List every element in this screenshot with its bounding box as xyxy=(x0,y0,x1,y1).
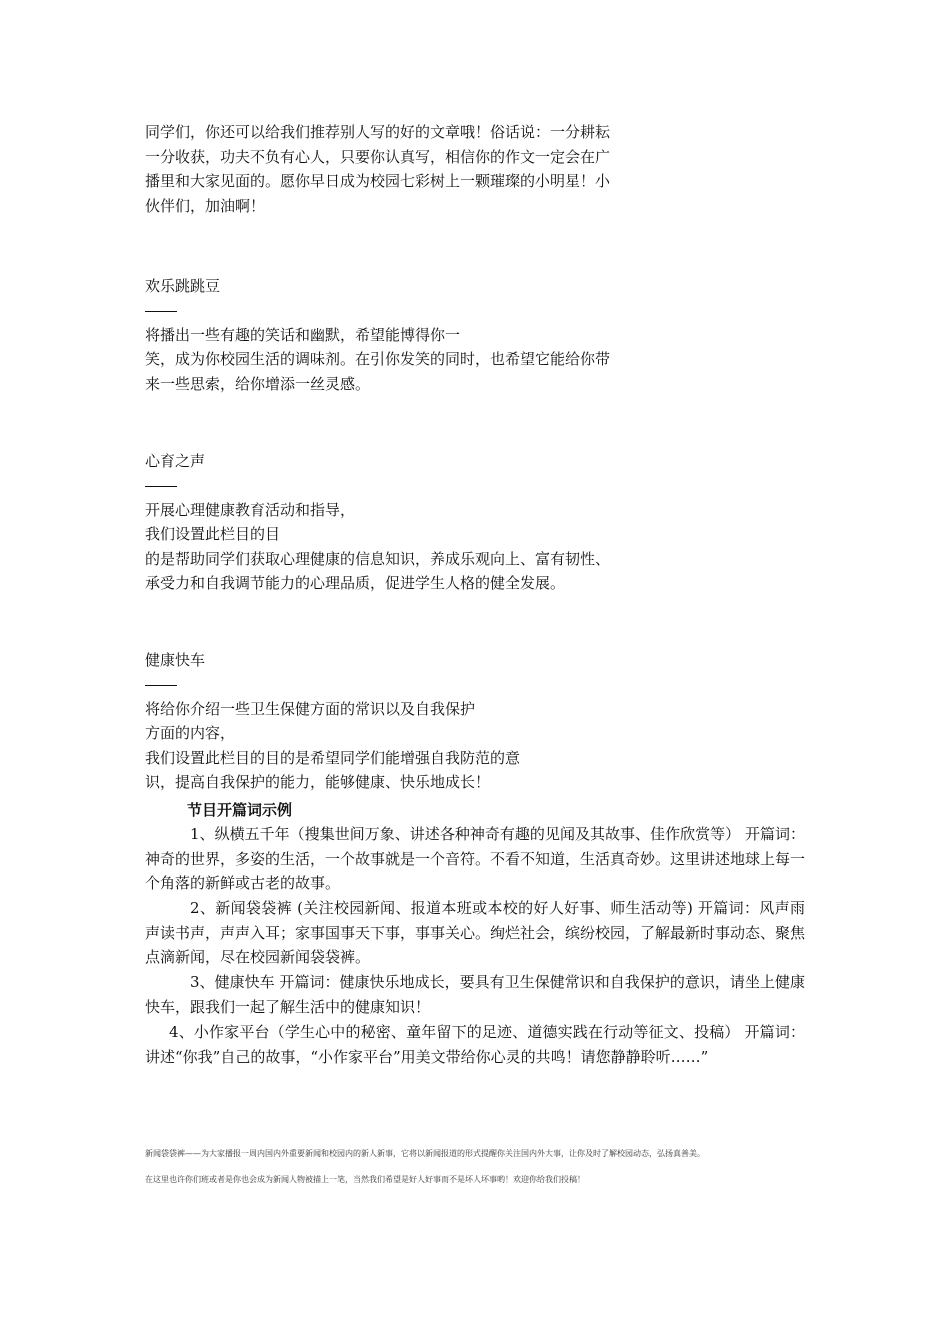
section-line: 方面的内容， xyxy=(145,724,236,742)
section-huanle xyxy=(145,274,610,396)
section-line: 承受力和自我调节能力的心理品质，促进学生人格的健全发展。 xyxy=(145,574,566,592)
intro-line: 播里和大家见面的。愿你早日成为校园七彩树上一颗璀璨的小明星！小 xyxy=(145,172,611,190)
example-item: 2、新闻袋袋裤 (关注校园新闻、报道本班或本校的好人好事、师生活动等) 开篇词：风声雨声读书声，声声入耳；家事国事天下事，事事关心。绚烂社会，缤纷校园，了解最新时事动态、聚焦点滴新闻，尽在校园新闻袋袋裤。 xyxy=(145,899,806,966)
intro-paragraph xyxy=(145,120,610,218)
section-jiankang xyxy=(145,648,520,795)
section-dash-divider xyxy=(145,311,177,312)
section-xinyu xyxy=(145,449,610,596)
intro-line: 一分收获，功夫不负有心人，只要你认真写，相信你的作文一定会在广 xyxy=(145,147,611,166)
section-title: 心育之声 xyxy=(145,452,206,470)
section-title: 欢乐跳跳豆 xyxy=(145,277,221,295)
section-line: 来一些思索，给你增添一丝灵感。 xyxy=(145,374,371,393)
examples-heading: 节目开篇词示例 xyxy=(187,801,293,819)
section-line: 我们设置此栏目的目 xyxy=(145,525,281,543)
example-item: 4、小作家平台（学生心中的秘密、童年留下的足迹、道德实践在行动等征文、投稿） 开篇词：讲述“你我”自己的故事，“小作家平台”用美文带给你心灵的共鸣！请您静静聆听……” xyxy=(145,1023,805,1066)
section-title: 健康快车 xyxy=(145,651,206,669)
intro-line: 伙伴们，加油啊！ xyxy=(145,196,266,215)
section-line: 开展心理健康教育活动和指导， xyxy=(145,500,356,519)
section-line: 将播出一些有趣的笑话和幽默，希望能博得你一 xyxy=(145,325,461,344)
section-line: 将给你介绍一些卫生保健方面的常识以及自我保护 xyxy=(145,699,476,718)
example-item: 1、纵横五千年（搜集世间万象、讲述各种神奇有趣的见闻及其故事、佳作欣赏等） 开篇词：神奇的世界，多姿的生活，一个故事就是一个音符。不看不知道，生活真奇妙。这里讲述地球上每一个角落的新鲜或古老的故事。 xyxy=(145,825,806,892)
section-dash-divider xyxy=(145,685,177,686)
intro-line: 同学们，你还可以给我们推荐别人写的好的文章哦！俗话说：一分耕耘 xyxy=(145,123,611,141)
section-line: 笑，成为你校园生活的调味剂。在引你发笑的同时，也希望它能给你带 xyxy=(145,350,611,368)
footer-note: 在这里也许你们班或者是你也会成为新闻人物被描上一笔，当然我们希望是好人好事而不是坏人坏事哟！欢迎你给我们投稿！ xyxy=(145,1175,585,1184)
example-item: 3、健康快车 开篇词：健康快乐地成长，要具有卫生保健常识和自我保护的意识，请坐上健康快车，跟我们一起了解生活中的健康知识！ xyxy=(145,973,805,1016)
section-line: 我们设置此栏目的目的是希望同学们能增强自我防范的意 xyxy=(145,748,521,767)
section-dash-divider xyxy=(145,486,177,487)
section-line: 的是帮助同学们获取心理健康的信息知识，养成乐观向上、富有韧性、 xyxy=(145,549,611,568)
section-line: 识，提高自我保护的能力，能够健康、快乐地成长！ xyxy=(145,773,491,791)
footer-note: 新闻袋袋裤——为大家播报一周内国内外重要新闻和校园内的新人新事，它将以新闻报道的形式提醒你关注国内外大事，让你及时了解校园动态，弘扬真善美。 xyxy=(145,1149,705,1158)
